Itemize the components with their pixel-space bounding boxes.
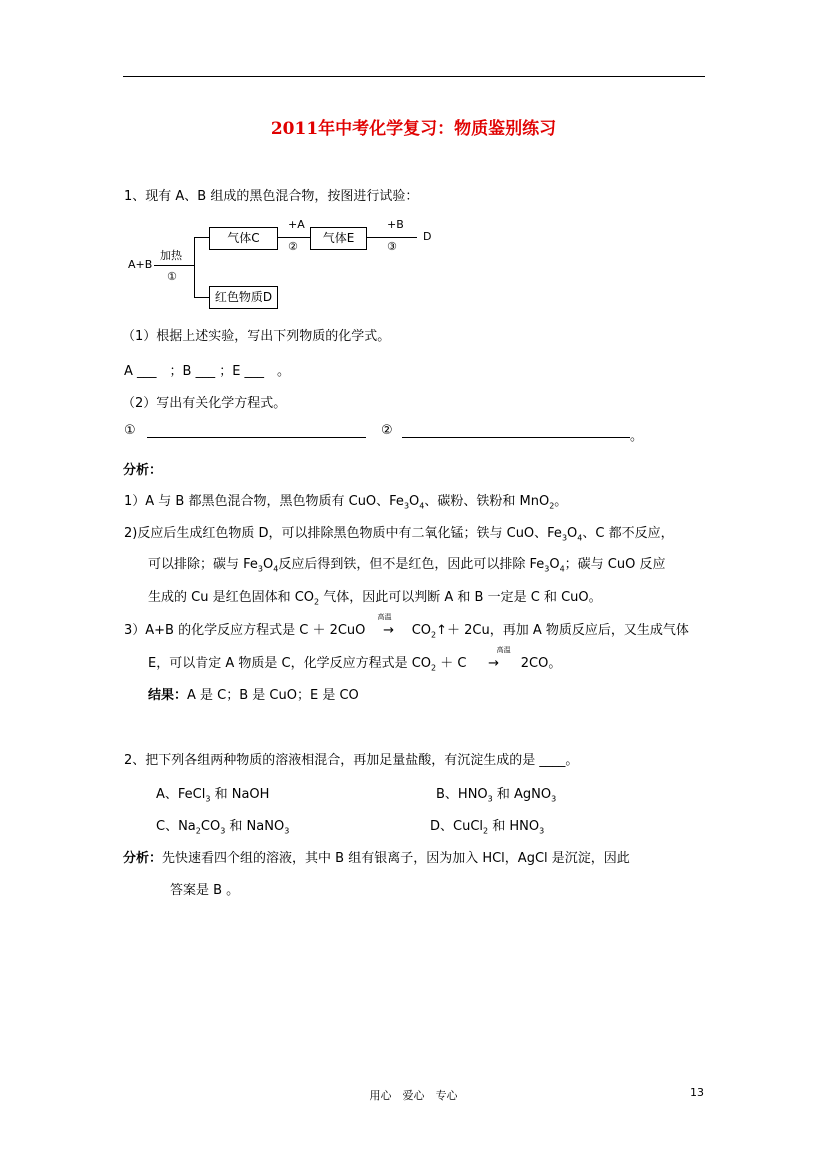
box-gas-c: 气体C <box>209 227 278 250</box>
q2-stem: 2、把下列各组两种物质的溶液相混合，再加足量盐酸，有沉淀生成的是 ____。 <box>124 753 579 768</box>
condition-high-temp-2: 高温 <box>496 646 511 654</box>
diagram-line-c-e <box>278 237 310 238</box>
eq-mark-2: ② <box>381 423 393 438</box>
analysis-item-1: 1）A 与 B 都黑色混合物，黑色物质有 CuO、$Fe_3O_4$、碳粉、铁粉和 MnO$_2$。 <box>124 494 568 511</box>
header-rule <box>123 76 705 77</box>
analysis-item-2-line-1: 2)反应后生成红色物质 D，可以排除黑色物质中有二氧化锰；铁与 CuO、$Fe_3O_4$、C 都不反应， <box>124 526 674 543</box>
diagram-step2: ② <box>288 240 298 253</box>
q2-analysis-line-2: 答案是 B 。 <box>170 883 240 898</box>
page-title: 2011年中考化学复习：物质鉴别练习 <box>270 119 557 139</box>
q2-option-d: D、CuCl$_2$ 和 $HNO_3$ <box>430 819 545 836</box>
q2-option-c: C、$Na_2CO_3$ 和 NaNO$_3$ <box>156 819 290 836</box>
diagram-product-d: D <box>423 230 432 243</box>
arrow-icon: → <box>488 656 500 671</box>
analysis-item-3-line-2: E，可以肯定 A 物质是 C，化学反应方程式是 $CO_2 + C$ 高温 → 2CO。 <box>148 646 562 673</box>
diagram-step3: ③ <box>387 240 397 253</box>
q2-option-b: B、$HNO_3$ 和 AgNO$_3$ <box>436 787 557 804</box>
diagram-plus-a: +A <box>288 218 305 231</box>
diagram-heat-label: 加热 <box>160 249 182 262</box>
q1-result: 结果：A 是 C；B 是 CuO；E 是 CO <box>148 688 359 703</box>
q2-analysis-line-1: 分析：先快速看四个组的溶液，其中 B 组有银离子，因为加入 HCl，AgCl 是沉淀，因此 <box>123 851 630 866</box>
eq-blank-1 <box>147 437 366 438</box>
footer-motto: 用心 爱心 专心 <box>369 1089 458 1102</box>
q1-stem: 1、现有 A、B 组成的黑色混合物，按图进行试验： <box>124 189 419 204</box>
diagram-start: A+B <box>128 258 153 271</box>
diagram-plus-b: +B <box>387 218 404 231</box>
eq-mark-1: ① <box>124 423 136 438</box>
q2-option-a: A、FeCl$_3$ 和 NaOH <box>156 787 270 804</box>
diagram-line-e-d <box>367 237 417 238</box>
analysis-item-2-line-3: 生成的 Cu 是红色固体和 $CO_2$ 气体，因此可以判断 A 和 B 一定是 C 和 CuO。 <box>148 590 602 607</box>
q1-analysis-label: 分析： <box>123 463 163 478</box>
diagram-line-up <box>194 237 209 238</box>
eq-end: 。 <box>630 429 644 444</box>
box-red-d: 红色物质D <box>209 286 278 309</box>
analysis-item-3-line-1: 3）A+B 的化学反应方程式是 C ＋ 2CuO 高温 → $CO_2↑+ 2Cu$，再加 A 物质反应后，又生成气体 <box>124 613 689 640</box>
page-number: 13 <box>690 1086 704 1099</box>
diagram-line-main <box>154 265 194 266</box>
arrow-icon: → <box>383 623 394 638</box>
diagram-line-down <box>194 297 209 298</box>
q1-blanks: A ___ ；B ___ ；E ___ 。 <box>124 364 291 379</box>
analysis-item-2-line-2: 可以排除；碳与 $Fe_3O_4$反应后得到铁，但不是红色，因此可以排除 $Fe_3O_4$；碳与 CuO 反应 <box>148 557 666 574</box>
q1-part2: （2）写出有关化学方程式。 <box>122 396 287 411</box>
eq-blank-2 <box>402 437 630 438</box>
diagram-step1: ① <box>167 270 177 283</box>
condition-high-temp-1: 高温 <box>377 613 392 621</box>
diagram-branch-line <box>194 237 195 297</box>
q1-part1: （1）根据上述实验，写出下列物质的化学式。 <box>122 329 391 344</box>
box-gas-e: 气体E <box>310 227 367 250</box>
